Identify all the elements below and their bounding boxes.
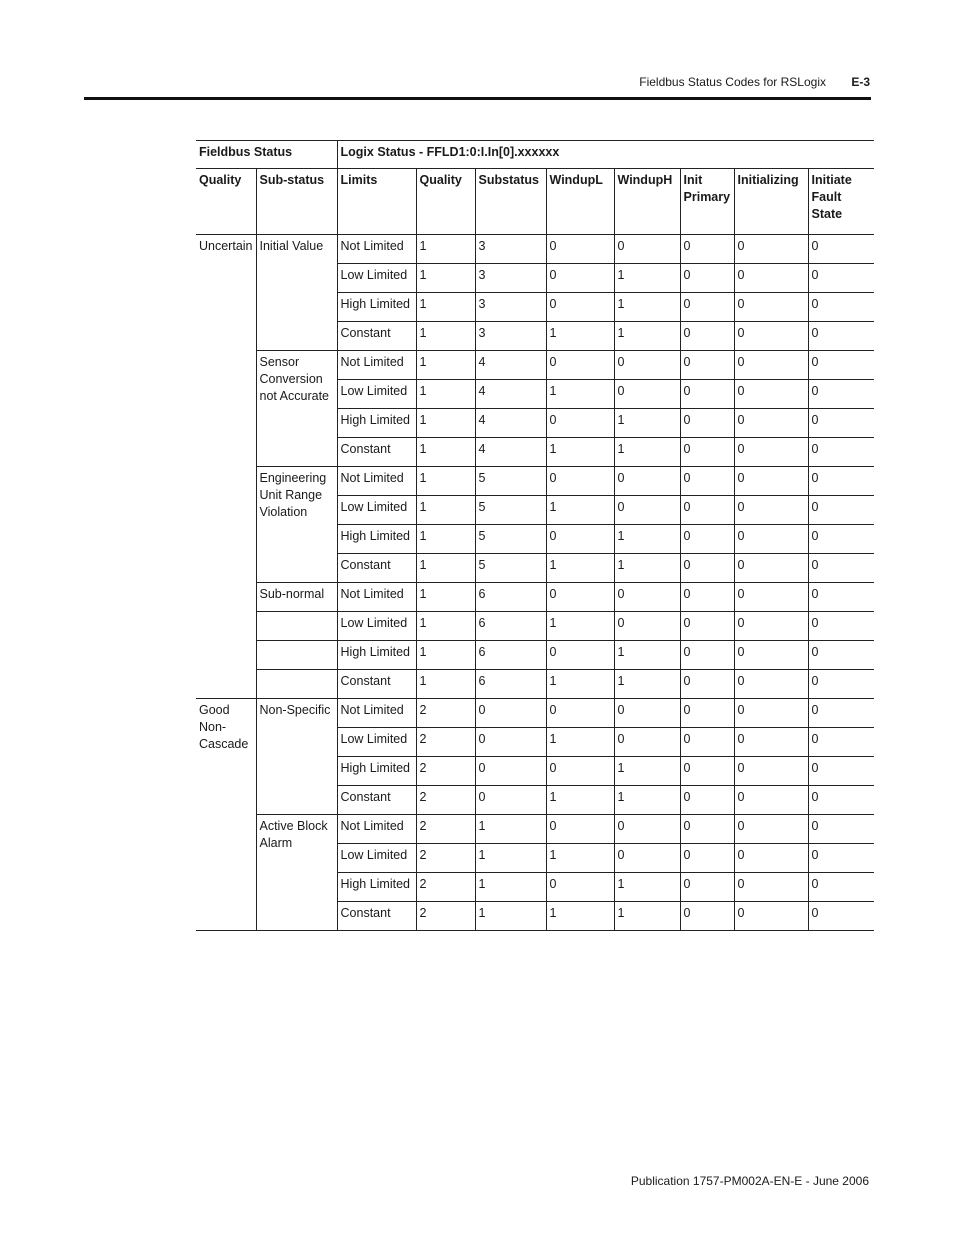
limits-cell: Not Limited	[337, 351, 416, 380]
value-cell: 0	[734, 699, 808, 728]
value-cell: 0	[808, 467, 874, 496]
value-cell: 0	[680, 380, 734, 409]
value-cell: 6	[475, 641, 546, 670]
value-cell: 0	[808, 496, 874, 525]
limits-cell: High Limited	[337, 293, 416, 322]
limits-cell: Low Limited	[337, 612, 416, 641]
limits-cell: Not Limited	[337, 467, 416, 496]
value-cell: 0	[680, 554, 734, 583]
value-cell: 0	[546, 757, 614, 786]
value-cell: 0	[680, 844, 734, 873]
value-cell: 0	[614, 496, 680, 525]
limits-cell: Low Limited	[337, 380, 416, 409]
value-cell: 1	[416, 438, 475, 467]
value-cell: 5	[475, 554, 546, 583]
table-row	[196, 467, 874, 496]
value-cell: 0	[475, 757, 546, 786]
value-cell: 0	[475, 699, 546, 728]
substatus-cell	[256, 670, 337, 699]
value-cell: 0	[808, 293, 874, 322]
col-header: Quality	[416, 169, 475, 235]
value-cell: 1	[546, 554, 614, 583]
table-row	[196, 612, 874, 641]
quality-cell: Good Non-Cascade	[196, 699, 256, 931]
value-cell: 0	[614, 467, 680, 496]
value-cell: 0	[734, 525, 808, 554]
limits-cell: Constant	[337, 554, 416, 583]
table-row	[196, 235, 874, 264]
value-cell: 2	[416, 902, 475, 931]
col-header: Substatus	[475, 169, 546, 235]
value-cell: 3	[475, 293, 546, 322]
limits-cell: Low Limited	[337, 844, 416, 873]
value-cell: 0	[614, 844, 680, 873]
value-cell: 0	[680, 467, 734, 496]
value-cell: 1	[546, 844, 614, 873]
value-cell: 1	[475, 815, 546, 844]
value-cell: 0	[680, 757, 734, 786]
limits-cell: High Limited	[337, 409, 416, 438]
value-cell: 0	[680, 670, 734, 699]
table-row	[196, 670, 874, 699]
value-cell: 0	[614, 380, 680, 409]
value-cell: 0	[808, 351, 874, 380]
value-cell: 0	[475, 786, 546, 815]
value-cell: 0	[546, 525, 614, 554]
value-cell: 1	[416, 380, 475, 409]
value-cell: 4	[475, 409, 546, 438]
value-cell: 0	[808, 873, 874, 902]
value-cell: 0	[734, 293, 808, 322]
substatus-cell: Active Block Alarm	[256, 815, 337, 931]
value-cell: 0	[546, 583, 614, 612]
col-header: WindupH	[614, 169, 680, 235]
limits-cell: High Limited	[337, 641, 416, 670]
value-cell: 2	[416, 699, 475, 728]
value-cell: 0	[614, 612, 680, 641]
value-cell: 0	[734, 728, 808, 757]
value-cell: 2	[416, 757, 475, 786]
value-cell: 0	[808, 612, 874, 641]
col-header: Initiate Fault State	[808, 169, 874, 235]
value-cell: 1	[614, 641, 680, 670]
value-cell: 0	[808, 641, 874, 670]
table-row	[196, 641, 874, 670]
limits-cell: Constant	[337, 670, 416, 699]
value-cell: 0	[808, 786, 874, 815]
value-cell: 0	[680, 293, 734, 322]
value-cell: 0	[734, 264, 808, 293]
limits-cell: Low Limited	[337, 496, 416, 525]
limits-cell: Low Limited	[337, 728, 416, 757]
value-cell: 0	[546, 264, 614, 293]
value-cell: 1	[416, 583, 475, 612]
value-cell: 0	[546, 235, 614, 264]
value-cell: 1	[614, 554, 680, 583]
value-cell: 1	[614, 757, 680, 786]
value-cell: 0	[808, 728, 874, 757]
value-cell: 0	[680, 264, 734, 293]
value-cell: 0	[808, 844, 874, 873]
value-cell: 1	[416, 351, 475, 380]
limits-cell: Low Limited	[337, 264, 416, 293]
value-cell: 1	[416, 525, 475, 554]
limits-cell: High Limited	[337, 525, 416, 554]
value-cell: 0	[808, 322, 874, 351]
value-cell: 1	[416, 467, 475, 496]
value-cell: 0	[734, 322, 808, 351]
value-cell: 0	[734, 235, 808, 264]
value-cell: 0	[680, 583, 734, 612]
header-rule	[84, 97, 871, 100]
value-cell: 0	[734, 786, 808, 815]
value-cell: 1	[416, 235, 475, 264]
value-cell: 0	[734, 438, 808, 467]
value-cell: 0	[808, 554, 874, 583]
value-cell: 0	[734, 670, 808, 699]
value-cell: 0	[734, 467, 808, 496]
value-cell: 0	[680, 351, 734, 380]
value-cell: 3	[475, 235, 546, 264]
quality-cell: Uncertain	[196, 235, 256, 699]
value-cell: 1	[416, 670, 475, 699]
value-cell: 2	[416, 815, 475, 844]
value-cell: 0	[680, 728, 734, 757]
value-cell: 0	[680, 322, 734, 351]
value-cell: 0	[808, 525, 874, 554]
value-cell: 0	[680, 699, 734, 728]
table-row	[196, 815, 874, 844]
value-cell: 0	[808, 699, 874, 728]
value-cell: 1	[546, 670, 614, 699]
value-cell: 1	[614, 322, 680, 351]
value-cell: 1	[614, 293, 680, 322]
value-cell: 0	[734, 554, 808, 583]
value-cell: 1	[546, 438, 614, 467]
value-cell: 0	[614, 728, 680, 757]
value-cell: 2	[416, 873, 475, 902]
value-cell: 0	[546, 873, 614, 902]
value-cell: 0	[734, 351, 808, 380]
value-cell: 0	[734, 641, 808, 670]
value-cell: 1	[416, 496, 475, 525]
value-cell: 1	[416, 293, 475, 322]
value-cell: 0	[614, 351, 680, 380]
value-cell: 2	[416, 844, 475, 873]
col-header: WindupL	[546, 169, 614, 235]
substatus-cell: Sub-normal	[256, 583, 337, 612]
value-cell: 0	[808, 235, 874, 264]
limits-cell: Not Limited	[337, 815, 416, 844]
value-cell: 0	[546, 641, 614, 670]
value-cell: 1	[614, 902, 680, 931]
value-cell: 3	[475, 264, 546, 293]
value-cell: 5	[475, 525, 546, 554]
value-cell: 0	[546, 293, 614, 322]
value-cell: 0	[808, 380, 874, 409]
value-cell: 1	[614, 873, 680, 902]
value-cell: 0	[475, 728, 546, 757]
value-cell: 0	[680, 496, 734, 525]
value-cell: 0	[546, 351, 614, 380]
value-cell: 0	[734, 844, 808, 873]
value-cell: 0	[546, 815, 614, 844]
value-cell: 1	[614, 264, 680, 293]
value-cell: 4	[475, 438, 546, 467]
value-cell: 0	[734, 815, 808, 844]
value-cell: 1	[475, 844, 546, 873]
value-cell: 3	[475, 322, 546, 351]
table-body	[196, 235, 874, 931]
value-cell: 5	[475, 496, 546, 525]
value-cell: 1	[546, 496, 614, 525]
table-row	[196, 351, 874, 380]
value-cell: 0	[614, 583, 680, 612]
value-cell: 1	[416, 409, 475, 438]
value-cell: 0	[546, 467, 614, 496]
value-cell: 0	[680, 438, 734, 467]
limits-cell: Constant	[337, 438, 416, 467]
value-cell: 1	[475, 902, 546, 931]
limits-cell: Not Limited	[337, 699, 416, 728]
substatus-cell: Sensor Conversion not Accurate	[256, 351, 337, 467]
limits-cell: Constant	[337, 322, 416, 351]
value-cell: 1	[614, 438, 680, 467]
value-cell: 1	[546, 728, 614, 757]
value-cell: 0	[734, 873, 808, 902]
value-cell: 2	[416, 786, 475, 815]
value-cell: 0	[734, 757, 808, 786]
fieldbus-status-table	[196, 140, 874, 931]
limits-cell: Constant	[337, 786, 416, 815]
page-number: E-3	[851, 75, 870, 89]
limits-cell: Not Limited	[337, 583, 416, 612]
substatus-cell: Initial Value	[256, 235, 337, 351]
value-cell: 1	[546, 902, 614, 931]
substatus-cell	[256, 612, 337, 641]
limits-cell: High Limited	[337, 757, 416, 786]
limits-cell: Constant	[337, 902, 416, 931]
col-header: Initializing	[734, 169, 808, 235]
value-cell: 1	[546, 322, 614, 351]
substatus-cell	[256, 641, 337, 670]
value-cell: 0	[808, 902, 874, 931]
col-header: Quality	[196, 169, 256, 235]
value-cell: 0	[614, 699, 680, 728]
value-cell: 1	[614, 786, 680, 815]
value-cell: 1	[475, 873, 546, 902]
value-cell: 1	[546, 612, 614, 641]
col-header: Limits	[337, 169, 416, 235]
value-cell: 0	[734, 583, 808, 612]
value-cell: 0	[734, 409, 808, 438]
value-cell: 0	[680, 902, 734, 931]
value-cell: 0	[546, 699, 614, 728]
value-cell: 0	[680, 786, 734, 815]
value-cell: 0	[546, 409, 614, 438]
col-header: Init Primary	[680, 169, 734, 235]
value-cell: 1	[614, 670, 680, 699]
column-header-row	[196, 169, 874, 235]
value-cell: 6	[475, 670, 546, 699]
value-cell: 5	[475, 467, 546, 496]
col-header: Sub-status	[256, 169, 337, 235]
value-cell: 1	[416, 264, 475, 293]
value-cell: 0	[680, 409, 734, 438]
value-cell: 1	[614, 409, 680, 438]
limits-cell: Not Limited	[337, 235, 416, 264]
value-cell: 0	[680, 873, 734, 902]
value-cell: 4	[475, 351, 546, 380]
value-cell: 1	[416, 322, 475, 351]
value-cell: 1	[546, 786, 614, 815]
value-cell: 0	[614, 235, 680, 264]
value-cell: 2	[416, 728, 475, 757]
limits-cell: High Limited	[337, 873, 416, 902]
running-header-title: Fieldbus Status Codes for RSLogix	[639, 75, 826, 89]
table-row	[196, 583, 874, 612]
value-cell: 4	[475, 380, 546, 409]
value-cell: 0	[808, 264, 874, 293]
value-cell: 1	[614, 525, 680, 554]
value-cell: 0	[680, 525, 734, 554]
substatus-cell: Engineering Unit Range Violation	[256, 467, 337, 583]
value-cell: 0	[734, 380, 808, 409]
value-cell: 0	[680, 235, 734, 264]
value-cell: 0	[808, 409, 874, 438]
group-header-fieldbus: Fieldbus Status	[196, 141, 337, 169]
value-cell: 0	[808, 438, 874, 467]
group-header-logix: Logix Status - FFLD1:0:I.In[0].xxxxxx	[337, 141, 874, 169]
table-row	[196, 699, 874, 728]
substatus-cell: Non-Specific	[256, 699, 337, 815]
value-cell: 0	[734, 612, 808, 641]
publication-footer: Publication 1757-PM002A-EN-E - June 2006	[630, 1174, 869, 1188]
value-cell: 0	[808, 815, 874, 844]
value-cell: 1	[416, 641, 475, 670]
value-cell: 6	[475, 612, 546, 641]
value-cell: 0	[680, 815, 734, 844]
value-cell: 0	[808, 757, 874, 786]
value-cell: 0	[808, 583, 874, 612]
value-cell: 0	[734, 902, 808, 931]
value-cell: 0	[734, 496, 808, 525]
value-cell: 0	[808, 670, 874, 699]
value-cell: 0	[680, 641, 734, 670]
value-cell: 1	[416, 612, 475, 641]
value-cell: 0	[680, 612, 734, 641]
value-cell: 1	[416, 554, 475, 583]
value-cell: 0	[614, 815, 680, 844]
value-cell: 1	[546, 380, 614, 409]
group-header-row	[196, 141, 874, 169]
value-cell: 6	[475, 583, 546, 612]
